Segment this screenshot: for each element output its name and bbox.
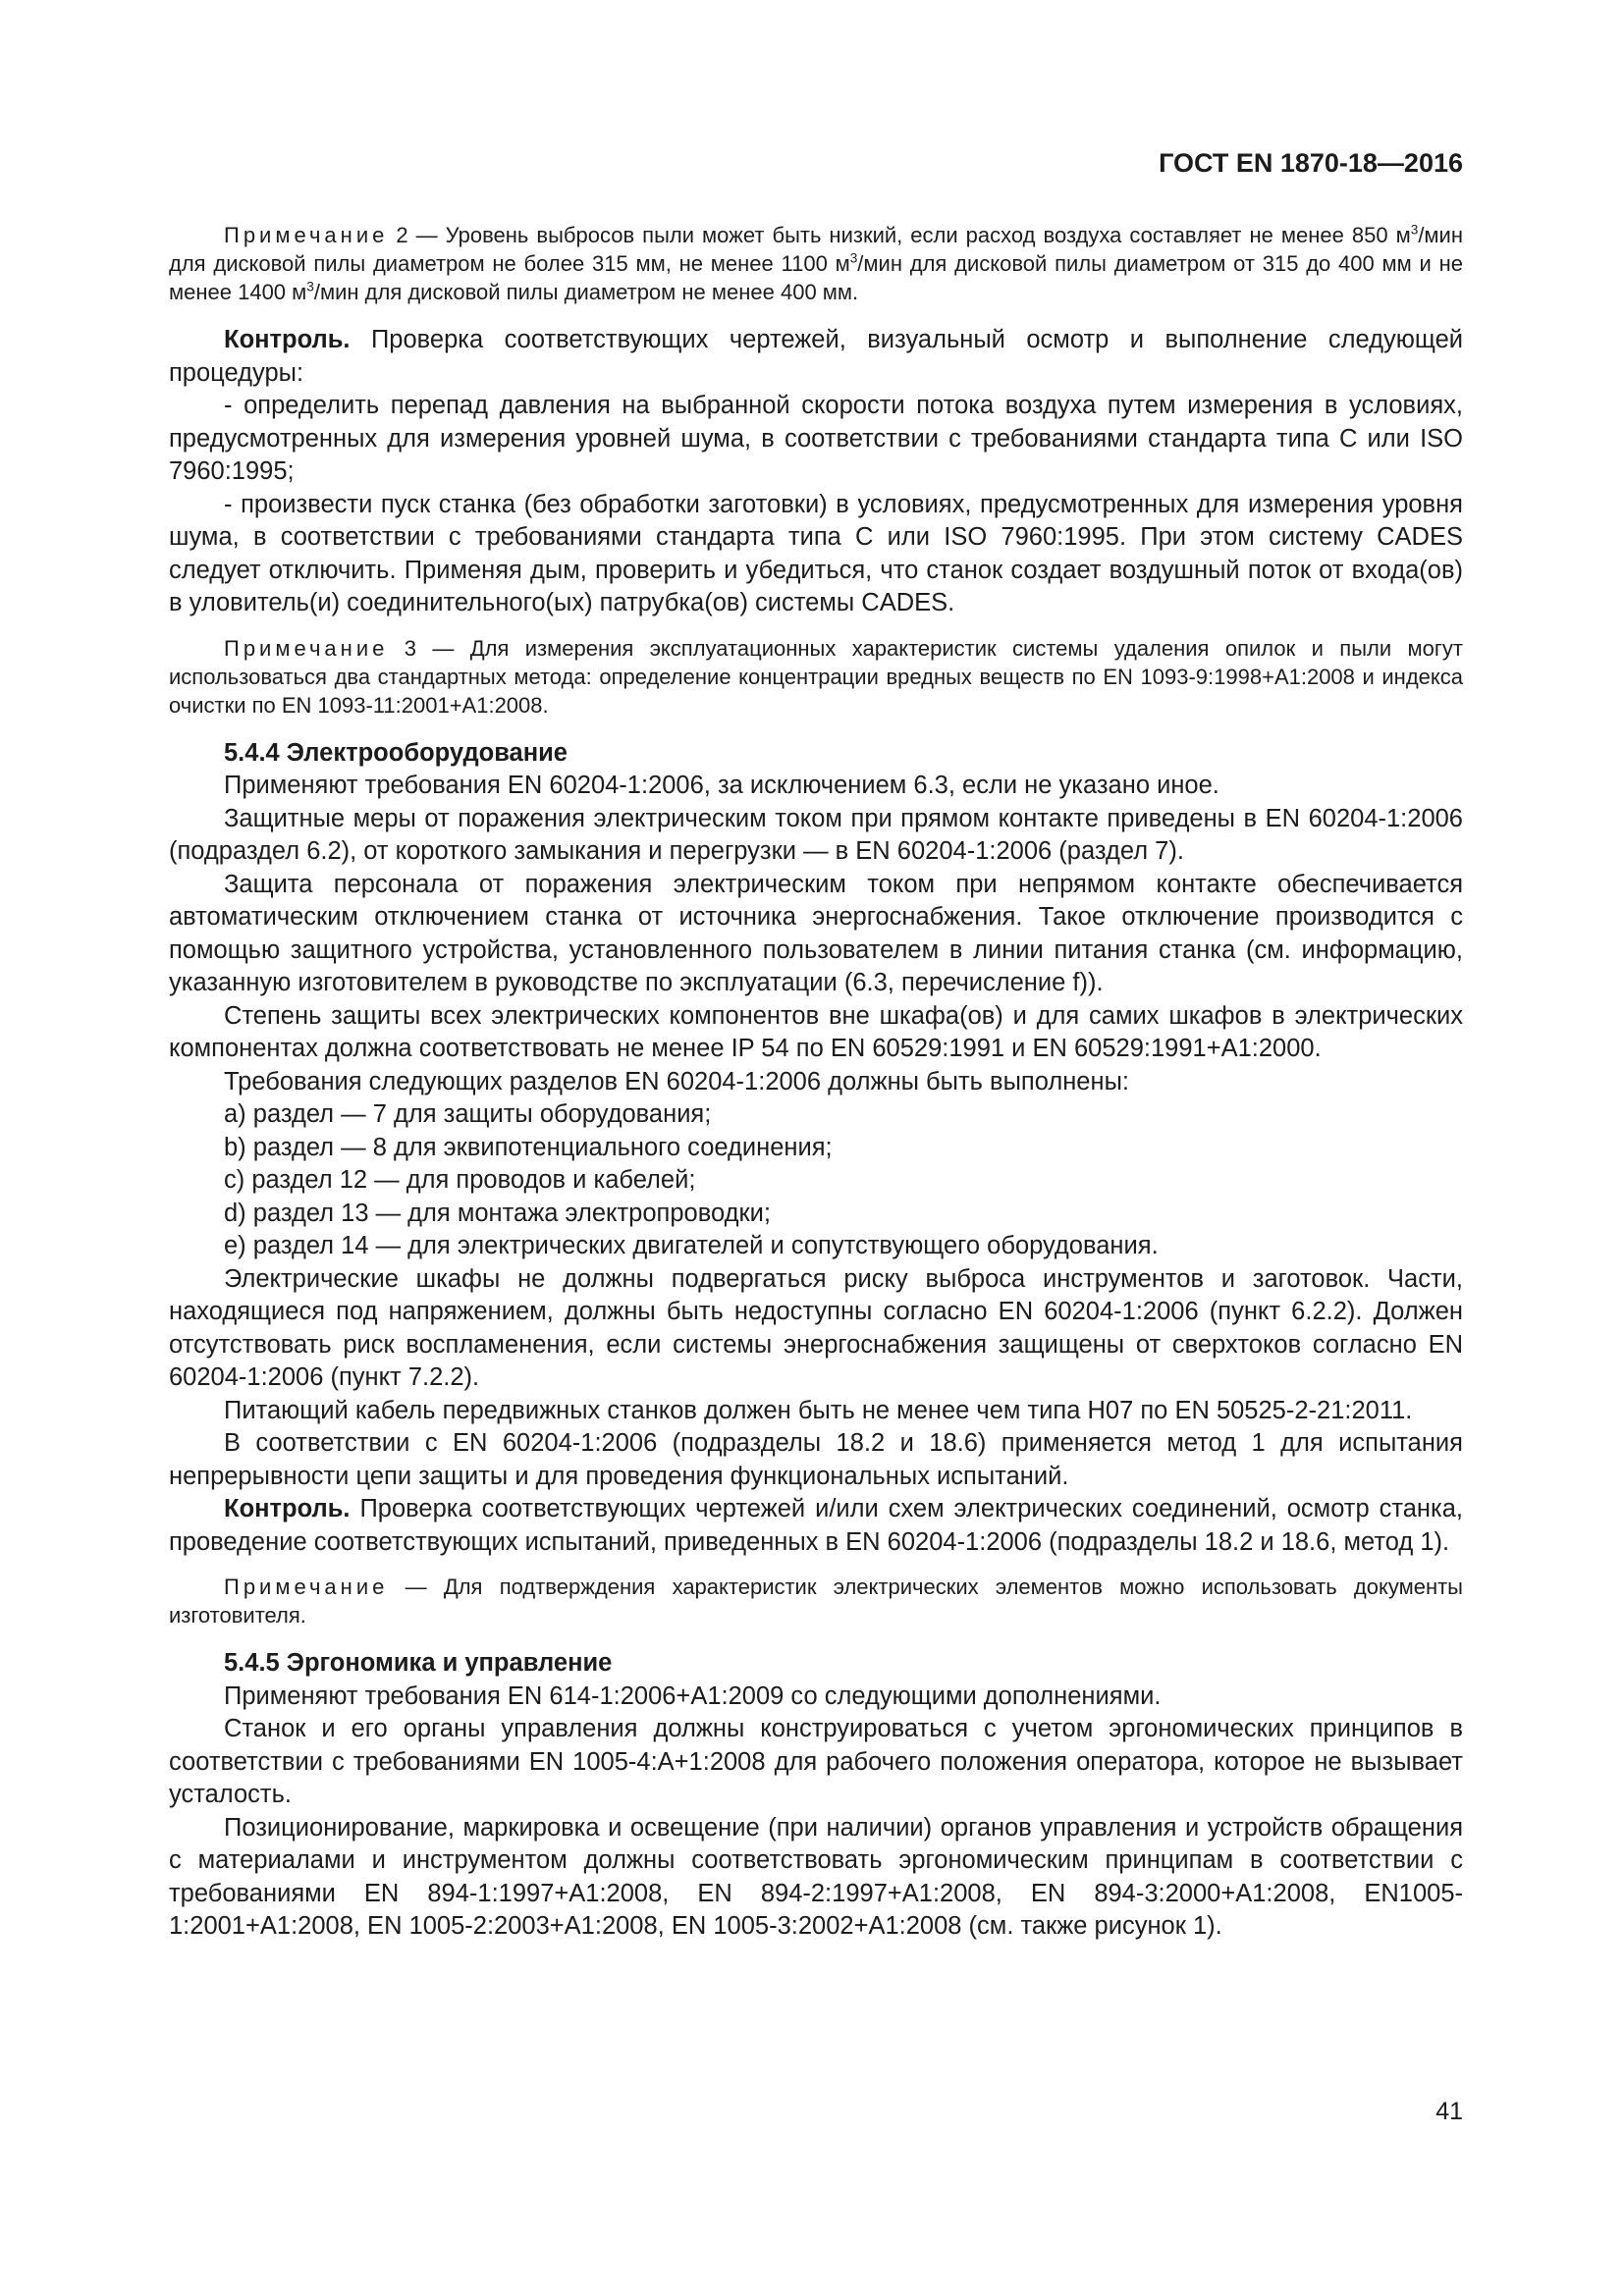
control-label: Контроль.: [224, 326, 351, 353]
document-header: ГОСТ EN 1870-18—2016: [1159, 148, 1463, 178]
control-item-2: - произвести пуск станка (без обработки заготовки) в условиях, предусмотренных для измерения уровня шума, в соответствии с требованиями стандарта типа С или ISO 7960:1995. При этом систему CADES следует отключить. Применяя дым, проверить и убедиться, что станок создает воздушный поток от входа(ов) в уловитель(и) соединительного(ых) патрубка(ов) системы CADES.: [169, 490, 1463, 616]
note-3: [169, 634, 1463, 720]
paragraph: Защита персонала от поражения электрическим током при непрямом контакте обеспечивается автоматическим отключением станка от источника энергоснабжения. Такое отключение производится с помощью защитного устройства, установленного пользователем в линии питания станка (см. информацию, указанную изготовителем в руководстве по эксплуатации (6.3, перечисление f)).: [169, 870, 1463, 996]
superscript: 3: [306, 279, 314, 294]
paragraph: Позиционирование, маркировка и освещение (при наличии) органов управления и устройств обращения с материалами и инструментом должны соответствовать эргономическим принципам в соответствии с требованиями EN 894-1:1997+A1:2008, EN 894-2:1997+A1:2008, EN 894-3:2000+A1:2008, EN1005-1:2001+A1:2008, EN 1005-2:2003+A1:2008, EN 1005-3:2002+A1:2008 (см. также рисунок 1).: [169, 1813, 1463, 1940]
paragraph: Применяют требования EN 60204-1:2006, за исключением 6.3, если не указано иное.: [224, 772, 1219, 799]
note-text: /мин для дисковой пилы диаметром не более 315 мм, не менее 1100 м: [169, 223, 1463, 276]
control-label: Контроль.: [224, 1495, 351, 1522]
note-electrical: [169, 1573, 1463, 1629]
note-text: 2 — Уровень выбросов пыли может быть низкий, если расход воздуха составляет не менее 850 м: [388, 223, 1411, 247]
list-item: c) раздел 12 — для проводов и кабелей;: [224, 1166, 696, 1194]
paragraph: Защитные меры от поражения электрическим током при прямом контакте приведены в EN 60204-1:2006 (подраздел 6.2), от короткого замыкания и перегрузки — в EN 60204-1:2006 (раздел 7).: [169, 804, 1463, 865]
paragraph: Применяют требования EN 614-1:2006+A1:2009 со следующими дополнениями.: [224, 1682, 1162, 1710]
paragraph: Питающий кабель передвижных станков должен быть не менее чем типа H07 по EN 50525-2-21:2011.: [224, 1396, 1413, 1424]
note-text: — Для подтверждения характеристик электрических элементов можно использовать документы изготовителя.: [169, 1575, 1463, 1628]
paragraph: Станок и его органы управления должны конструироваться с учетом эргономических принципов в соответствии с требованиями EN 1005-4:A+1:2008 для рабочего положения оператора, которое не вызывает усталость.: [169, 1715, 1463, 1808]
note-text: /мин для дисковой пилы диаметром от 315 до 400 мм и не менее 1400 м: [169, 251, 1464, 304]
note-text: /мин для дисковой пилы диаметром не менее 400 мм.: [313, 280, 859, 304]
list-item: d) раздел 13 — для монтажа электропроводки;: [224, 1199, 771, 1227]
section-heading-5-4-5: 5.4.5 Эргономика и управление: [224, 1649, 613, 1677]
note-label: Примечание: [224, 1575, 389, 1599]
note-label: Примечание: [224, 223, 389, 247]
control-item-1: - определить перепад давления на выбранной скорости потока воздуха путем измерения в условиях, предусмотренных для измерения уровней шума, в соответствии с требованиями стандарта типа С или ISO 7960:1995;: [169, 392, 1463, 485]
list-item: e) раздел 14 — для электрических двигателей и сопутствующего оборудования.: [224, 1232, 1159, 1259]
paragraph: Степень защиты всех электрических компонентов вне шкафа(ов) и для самих шкафов в электрических компонентах должна соответствовать не менее IP 54 по EN 60529:1991 и EN 60529:1991+A1:2000.: [169, 1001, 1463, 1062]
paragraph: Требования следующих разделов EN 60204-1:2006 должны быть выполнены:: [224, 1067, 1129, 1095]
control-text: Проверка соответствующих чертежей, визуальный осмотр и выполнение следующей процедуры:: [169, 326, 1463, 387]
list-item: b) раздел — 8 для эквипотенциального соединения;: [224, 1133, 833, 1161]
page-content: [169, 221, 1463, 1944]
paragraph: Электрические шкафы не должны подвергаться риску выброса инструментов и заготовок. Части, находящиеся под напряжением, должны быть недоступны согласно EN 60204-1:2006 (пункт 6.2.2). Должен отсутствовать риск воспламенения, если системы энергоснабжения защищены от сверхтоков согласно EN 60204-1:2006 (пункт 7.2.2).: [169, 1264, 1463, 1391]
paragraph: В соответствии с EN 60204-1:2006 (подразделы 18.2 и 18.6) применяется метод 1 для испытания непрерывности цепи защиты и для проведения функциональных испытаний.: [169, 1429, 1463, 1490]
section-heading-5-4-4: 5.4.4 Электрооборудование: [224, 738, 568, 767]
note-2: [169, 221, 1463, 306]
list-item: a) раздел — 7 для защиты оборудования;: [224, 1100, 712, 1128]
superscript: 3: [849, 250, 858, 266]
control-text: Проверка соответствующих чертежей и/или схем электрических соединений, осмотр станка, проведение соответствующих испытаний, приведенных в EN 60204-1:2006 (подразделы 18.2 и 18.6, метод 1).: [169, 1495, 1463, 1556]
page-number: 41: [1435, 2098, 1463, 2125]
superscript: 3: [1410, 222, 1419, 238]
control-paragraph: [169, 324, 1463, 390]
control-paragraph: [169, 1493, 1463, 1559]
note-text: 3 — Для измерения эксплуатационных характеристик системы удаления опилок и пыли могут использоваться два стандартных метода: определение концентрации вредных веществ по EN 1093-9:1998+A1:2008 и индекса очистки по EN 1093-11:2001+A1:2008.: [169, 635, 1463, 718]
note-label: Примечание: [224, 635, 389, 661]
